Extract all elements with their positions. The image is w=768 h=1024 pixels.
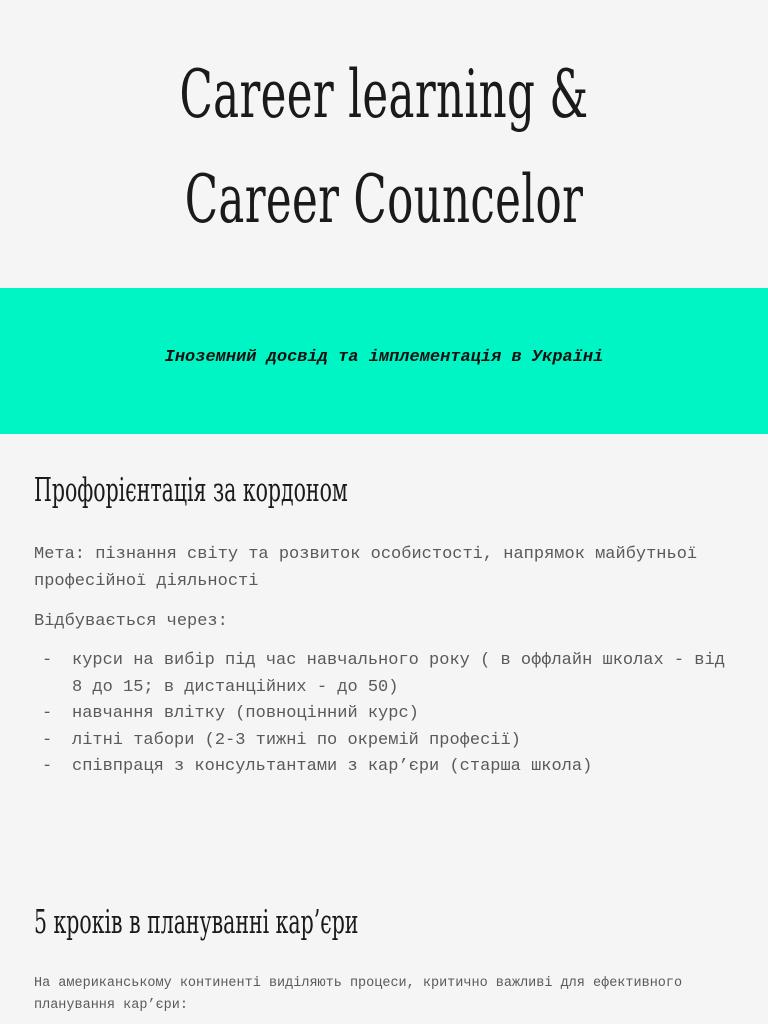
- list-item-text: співпраця з консультантами з кар’єри (старша школа): [72, 757, 593, 776]
- methods-list: [34, 648, 734, 781]
- via-paragraph: Відбувається через:: [34, 612, 228, 631]
- banner-text: Іноземний досвід та імплементація в Україні: [164, 348, 604, 367]
- goal-paragraph: Мета: пізнання світу та розвиток особистості, напрямок майбутньої професійної діяльності: [34, 545, 698, 591]
- list-item: [34, 648, 734, 701]
- bullet-dash: -: [42, 704, 53, 723]
- bullet-dash: -: [42, 730, 53, 750]
- list-item: [34, 728, 734, 755]
- section-heading-steps: 5 кроків в плануванні кар’єри: [34, 902, 359, 941]
- list-item-text: курси на вибір під час навчального року ( в оффлайн школах - від 8 до 15; в дистанційних - до 50): [72, 651, 725, 697]
- page-title-line-2: Career Councelor: [184, 161, 584, 238]
- list-item: [34, 754, 734, 781]
- title-block: [0, 0, 768, 288]
- bullet-dash: -: [42, 757, 53, 776]
- list-item-text: навчання влітку (повноцінний курс): [72, 704, 419, 723]
- page-title-line-1: Career learning &: [179, 56, 589, 133]
- section-heading-abroad: Профорієнтація за кордоном: [34, 470, 348, 509]
- steps-intro-paragraph: На американському континенті виділяють процеси, критично важливі для ефективного планування кар’єри:: [34, 976, 683, 1013]
- list-item-text: літні табори (2-3 тижні по окремій професії): [72, 730, 521, 750]
- bullet-dash: -: [42, 651, 53, 670]
- list-item: [34, 701, 734, 728]
